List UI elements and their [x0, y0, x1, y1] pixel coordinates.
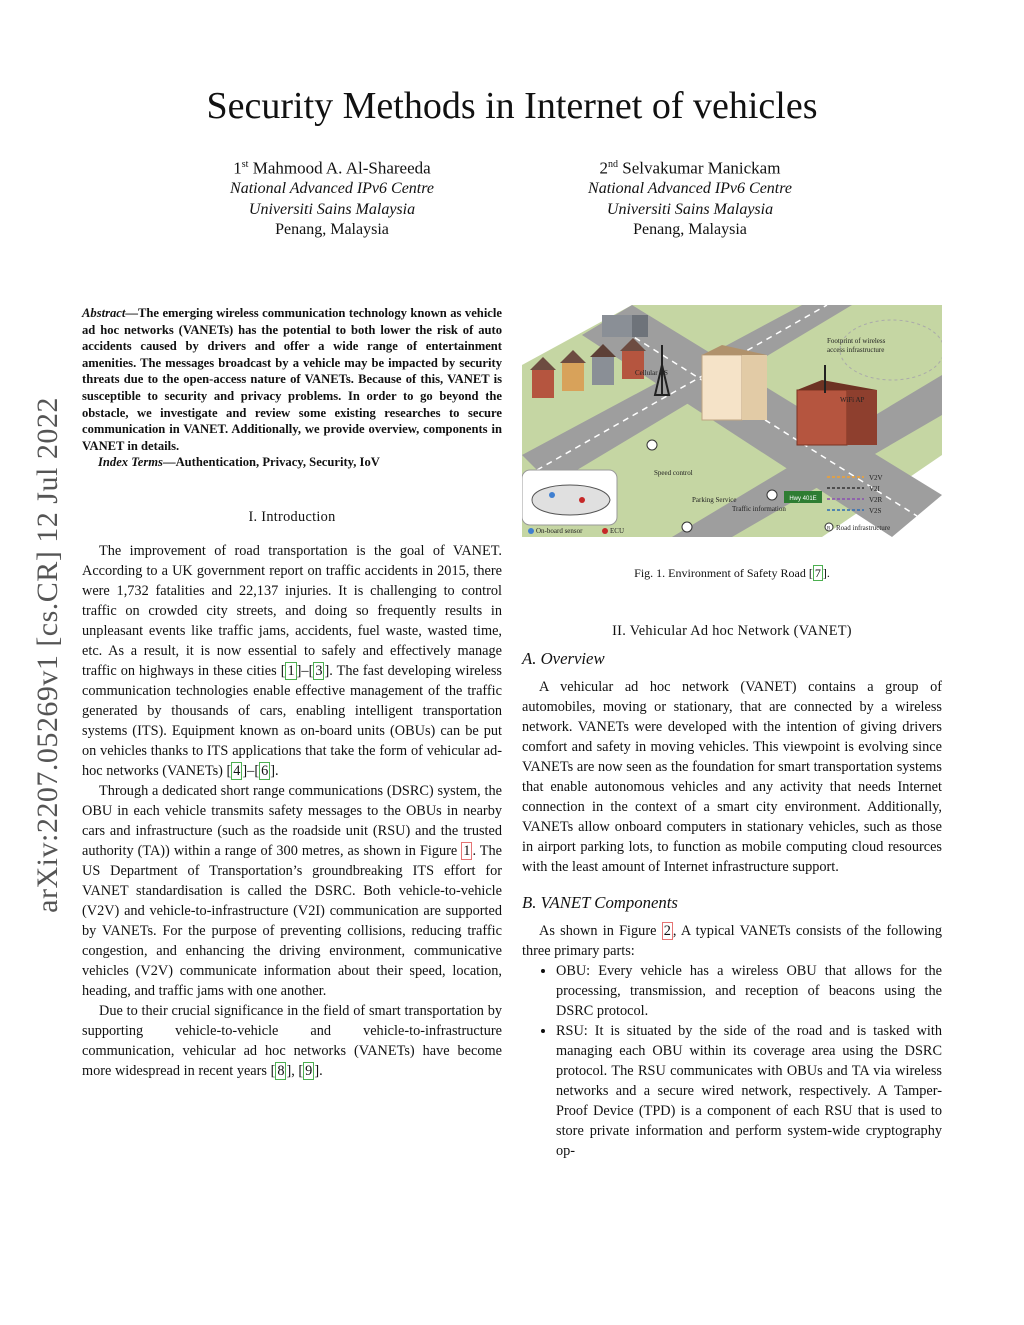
author-1-name: Mahmood A. Al-Shareeda — [252, 158, 431, 178]
list-item-obu: • OBU: Every vehicle has a wireless OBU that allows for the processing, transmission, and reception of beacons using the DSRC protocol. — [556, 961, 942, 1021]
index-terms-text: —Authentication, Privacy, Security, IoV — [162, 455, 380, 470]
legend-rsu-symbol: R — [827, 526, 831, 532]
legend-sensor-dot — [528, 528, 534, 534]
building-top — [602, 315, 648, 337]
legend-road-infra: Road infrastructure — [836, 524, 891, 532]
label-ecu: ECU — [610, 527, 624, 535]
label-hwy: Hwy 401E — [789, 496, 817, 502]
author-2-name: Selvakumar Manickam — [622, 158, 781, 178]
components-paragraph — [522, 921, 942, 961]
subsection-b-heading: B. VANET Components — [522, 893, 678, 912]
rsu-marker-3 — [682, 522, 692, 532]
rsu-marker-1 — [647, 440, 657, 450]
arxiv-identifier-text: arXiv:2207.05269v1 [cs.CR] 12 Jul 2022 — [31, 397, 64, 913]
figure-1-caption: Fig. 1. Environment of Safety Road [ 7 ]. — [634, 566, 830, 580]
intro-p1-text-b: . The fast developing wireless communication technologies enable effective management of the traffic generated by thousands of cars, enabling intelligent transportation systems (ITS). Equipment known as on-board units (OBUs) can be put on vehicles thanks to ITS applications that take the form of vehicular ad-hoc networks (VANETs) — [82, 662, 503, 779]
left-column — [82, 305, 502, 1081]
legend-v2s: V2S — [869, 507, 882, 515]
author-2-aff1: National Advanced IPv6 Centre — [588, 180, 792, 198]
abstract-label: Abstract — [82, 306, 126, 320]
author-1-location: Penang, Malaysia — [275, 221, 389, 239]
section-2-heading: II. Vehicular Ad hoc Network (VANET) — [612, 623, 852, 639]
label-onboard-sensor: On-board sensor — [536, 527, 583, 535]
citation-link-9[interactable]: 9 — [305, 1062, 313, 1079]
building-center — [702, 345, 767, 420]
caption-text-a: Fig. 1. Environment of Safety Road — [634, 566, 809, 580]
subsection-a-heading: A. Overview — [522, 649, 605, 668]
figure-1-link[interactable]: 1 — [463, 842, 471, 859]
intro-p3-text-b: . — [319, 1062, 323, 1079]
label-speed-control: Speed control — [654, 469, 693, 477]
author-2-num: 2 — [599, 158, 609, 178]
right-column — [522, 305, 942, 1161]
author-1-sup: st — [241, 159, 249, 170]
citation-link-4[interactable]: 4 — [233, 762, 241, 779]
citation-link-1[interactable]: 1 — [287, 662, 295, 679]
rsu-marker-2 — [767, 490, 777, 500]
author-1 — [172, 155, 492, 241]
intro-p1-dash-1: – — [301, 662, 309, 679]
intro-paragraph-1: The improvement of road transportation is the goal of VANET. According to a UK government report on traffic accidents in 2015, there were 1,732 fatalities and 22,137 injuries. It is challenging to control traffic on crowded city streets, and doing so frequently results in unpleasant events like traffic jams, accidents, fuel waste, wasted time, etc. As a result, it is now essential to safely and effectively manage traffic on highways in these cities [ 1 ]–[ 3 ]. The fast developing wireless communication technologies enable effective management of the traffic generated by thousands of cars, enabling intelligent transportation systems (ITS). Equipment known as on-board units (OBUs) can be put on vehicles thanks to ITS applications that take the form of vehicular ad-hoc networks (VANETs) [ 4 ]–[ 6 ]. — [82, 542, 503, 779]
label-wifi-ap: WiFi AP — [840, 396, 865, 404]
intro-p3-text-a: Due to their crucial significance in the field of smart transportation by supporting vehicle-to-vehicle and vehicle-to-infrastructure communication, vehicular ad hoc networks (VANETs) have become more widespread in recent years — [82, 1002, 502, 1079]
index-terms-label: Index Terms — [98, 455, 163, 470]
components-list — [522, 961, 942, 1161]
components-text-a: As shown in Figure — [539, 923, 662, 939]
abstract-text: —The emerging wireless communication technology known as vehicle ad hoc networks (VANETs) has the potential to both lower the risk of auto accidents caused by drivers and offer a wide range of entertainment amenities. The messages broadcast by a vehicle may be impacted by security threats due to the open-access nature of VANETs. Because of this, VANET is susceptible to security and privacy problems. In order to go beyond the obstacle, we investigate and review some existing researches to secure communication in VANET. Additionally, we provide overview, components in VANET in details. — [82, 306, 502, 453]
citation-link-3[interactable]: 3 — [315, 662, 323, 679]
citation-link-6[interactable]: 6 — [261, 762, 269, 779]
author-1-aff1: National Advanced IPv6 Centre — [230, 180, 434, 198]
citation-link-7[interactable]: 7 — [814, 566, 821, 580]
abstract — [82, 305, 502, 471]
figure-2-link[interactable]: 2 — [663, 923, 671, 939]
author-2-location: Penang, Malaysia — [633, 221, 747, 239]
legend-ecu-dot — [602, 528, 608, 534]
highway-sign — [784, 491, 822, 503]
intro-paragraph-2 — [82, 781, 502, 1001]
building-right — [797, 380, 877, 445]
components-text-b: , A typical VANETs consists of the following three primary parts: — [522, 923, 942, 959]
paper-title: Security Methods in Internet of vehicles — [206, 85, 818, 127]
legend-v2r: V2R — [869, 496, 883, 504]
label-cellular-bs: Cellular BS — [635, 369, 668, 377]
intro-p1-text-c: . — [275, 762, 279, 779]
arxiv-identifier — [28, 360, 68, 950]
car-detail-box — [522, 470, 617, 525]
intro-p3-comma: , — [291, 1062, 295, 1079]
legend-v2v: V2V — [869, 474, 883, 482]
label-footprint-2: access infrastructure — [827, 346, 885, 354]
list-item-rsu: • RSU: It is situated by the side of the road and is tasked with managing each OBU within its coverage area using the DSRC protocol. The RSU communicates with OBUs and TA via wireless networks and a secure wired network, respectively. A Tamper-Proof Device (TPD) is a component of each RSU that is used to store private information and perform system-wide cryptography op- — [556, 1021, 942, 1161]
legend-v2i: V2I — [869, 485, 880, 493]
author-2 — [530, 155, 850, 241]
citation-link-8[interactable]: 8 — [277, 1062, 285, 1079]
author-2-sup: nd — [608, 159, 619, 170]
author-1-aff2: Universiti Sains Malaysia — [248, 200, 416, 218]
intro-p2-text-a: Through a dedicated short range communications (DSRC) system, the OBU in each vehicle transmits safety messages to the OBUs in nearby cars and infrastructure (such as the roadside unit (RSU) and the trusted authority (TA)) within a range of 300 metres, as shown in Figure — [82, 782, 502, 859]
overview-paragraph: A vehicular ad hoc network (VANET) contains a group of automobiles, moving or stationary, that are connected by a wireless network. VANETs were developed with the intention of giving drivers comfort and safety in moving vehicles. This viewpoint is evolving since VANETs are now seen as the foundation for smart transportation systems that enable autonomous vehicles and any activity that needs Internet connection in the context of a smart city environment. Additionally, VANETs allow onboard computers in stationary vehicles, such as those in airport parking lots, to function as mobile computing cloud resources with the least amount of Internet infrastructure support. — [522, 679, 942, 875]
label-footprint-1: Footprint of wireless — [827, 337, 886, 345]
intro-paragraph-3: Due to their crucial significance in the field of smart transportation by supporting vehicle-to-vehicle and vehicle-to-infrastructure communication, vehicular ad hoc networks (VANETs) have become more widespread in recent years [ 8 ], [ 9 ]. — [82, 1002, 502, 1079]
label-parking-service: Parking Service — [692, 496, 737, 504]
section-1-heading: I. Introduction — [248, 508, 336, 525]
author-1-num: 1 — [233, 158, 242, 178]
figure-1-illustration — [522, 305, 942, 537]
caption-text-b: . — [826, 566, 830, 580]
label-traffic-info: Traffic information — [732, 505, 786, 513]
intro-p1-text-a: The improvement of road transportation is the goal of VANET. According to a UK government report on traffic accidents in 2015, there were 1,732 fatalities and 22,137 injuries. It is challenging to control traffic on crowded city streets, and doing so frequently results in unpleasant events like traffic jams, accidents, fuel waste, wasted time, etc. As a result, it is now essential to safely and effectively manage traffic on highways in these cities — [82, 542, 502, 679]
author-2-aff2: Universiti Sains Malaysia — [606, 200, 774, 218]
intro-p2-text-b: . The US Department of Transportation’s groundbreaking ITS effort for VANET standardisation is called the DSRC. Both vehicle-to-vehicle (V2V) and vehicle-to-infrastructure (V2I) communication are supported by VANETs. For the purpose of preventing collisions, reducing traffic congestion, and enhancing the driving environment, communicative vehicles (V2V) communicate information about their speed, location, heading, and traffic jams with one another. — [82, 842, 502, 999]
intro-p1-dash-2: – — [247, 762, 255, 779]
